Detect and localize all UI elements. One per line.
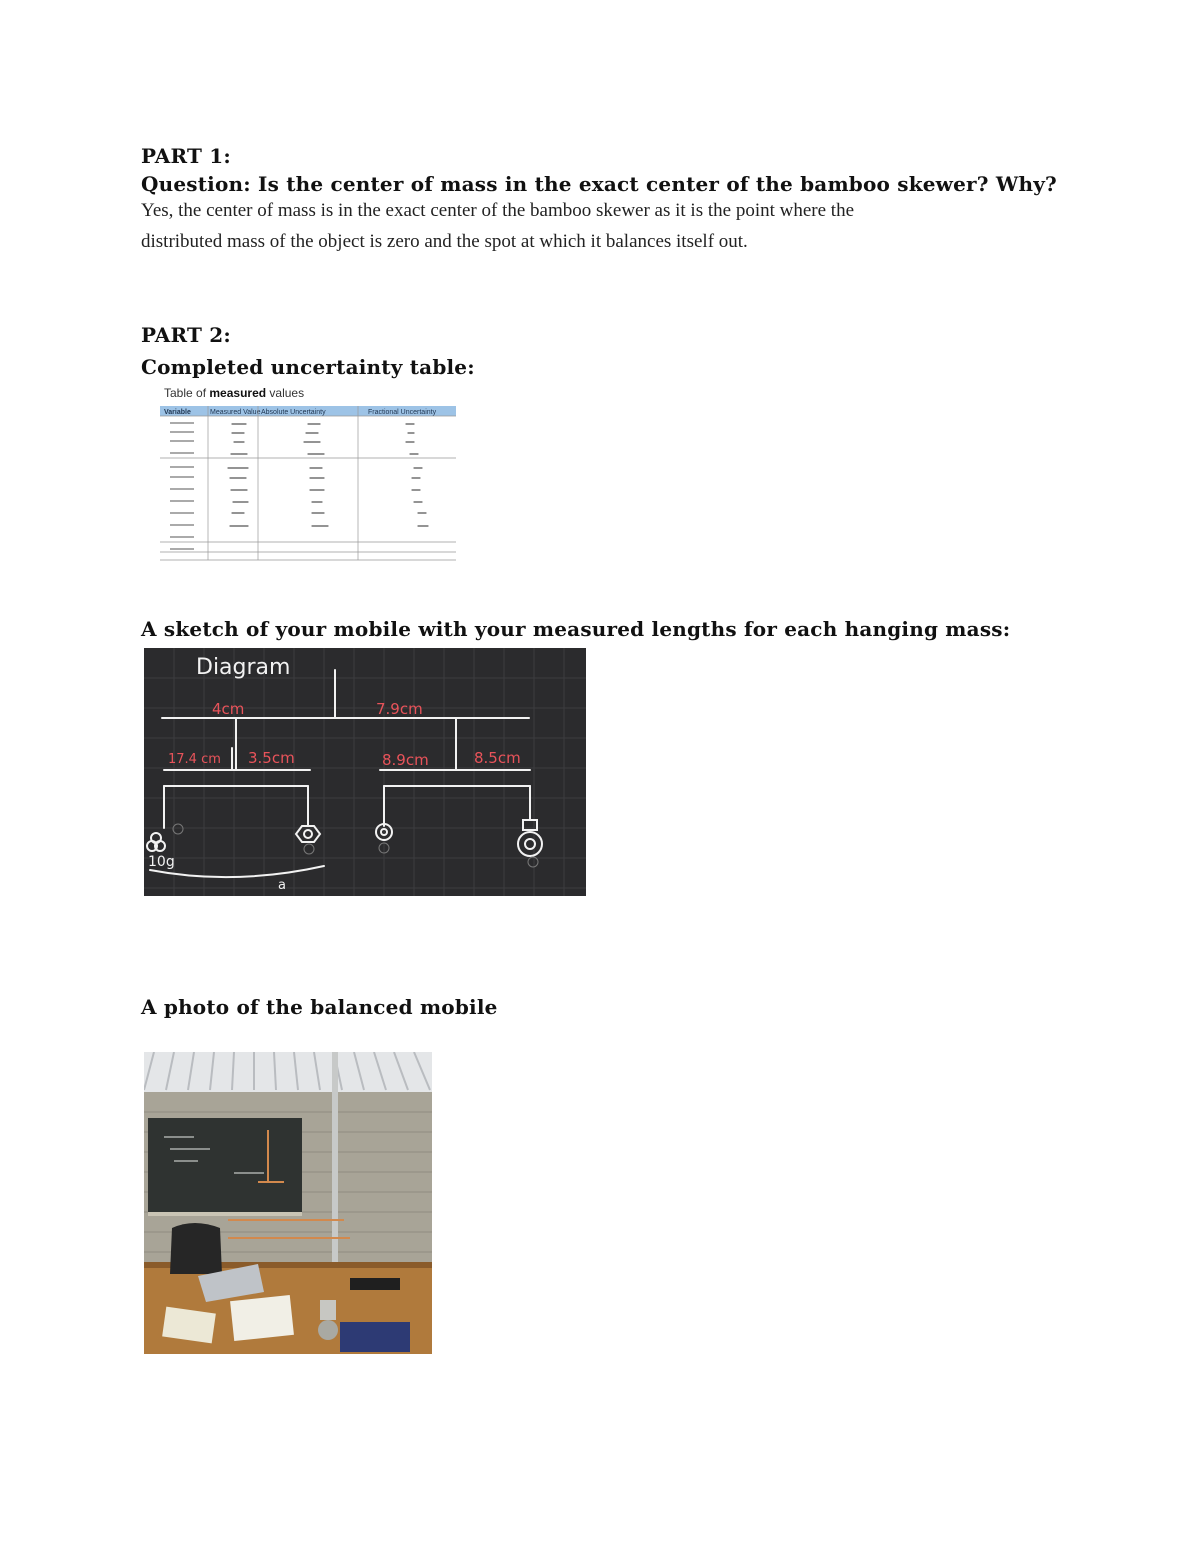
hanging-masses — [147, 820, 542, 856]
photo-heading: A photo of the balanced mobile — [141, 995, 498, 1019]
part1-answer-line1: Yes, the center of mass is in the exact center of the bamboo skewer as it is the point where the — [141, 200, 855, 221]
mobile-sketch — [144, 648, 586, 896]
label-3-5cm: 3.5cm — [248, 749, 295, 767]
table-header-4: Fractional Uncertainty — [368, 409, 437, 416]
table-grid — [158, 402, 458, 562]
part1-answer-line2: distributed mass of the object is zero and the spot at which it balances itself out. — [141, 231, 748, 252]
table-caption: Table of measured values — [164, 386, 305, 400]
mobile-photo-illustration — [144, 1052, 432, 1354]
part1-title: PART 1: — [141, 144, 231, 168]
label-10g: 10g — [148, 854, 175, 870]
uncertainty-table-image — [158, 384, 458, 562]
part2-title: PART 2: — [141, 323, 231, 347]
label-8-9cm: 8.9cm — [382, 751, 429, 769]
table-header-3: Absolute Uncertainty — [261, 409, 326, 416]
table-header-1: Variable — [164, 409, 191, 416]
diagram-title: Diagram — [196, 655, 291, 680]
uncertainty-table-heading: Completed uncertainty table: — [141, 355, 475, 379]
label-4cm: 4cm — [212, 700, 245, 718]
label-8-5cm: 8.5cm — [474, 749, 521, 767]
label-17-4cm: 17.4 cm — [168, 752, 221, 767]
table-header-2: Measured Value — [210, 409, 261, 416]
mobile-sketch-image — [144, 648, 586, 896]
part1-question: Question: Is the center of mass in the exact center of the bamboo skewer? Why? — [141, 172, 1057, 196]
label-7-9cm: 7.9cm — [376, 700, 423, 718]
sketch-heading: A sketch of your mobile with your measured lengths for each hanging mass: — [141, 617, 1011, 641]
balanced-mobile-photo — [144, 1052, 432, 1354]
label-arc: a — [278, 878, 286, 893]
